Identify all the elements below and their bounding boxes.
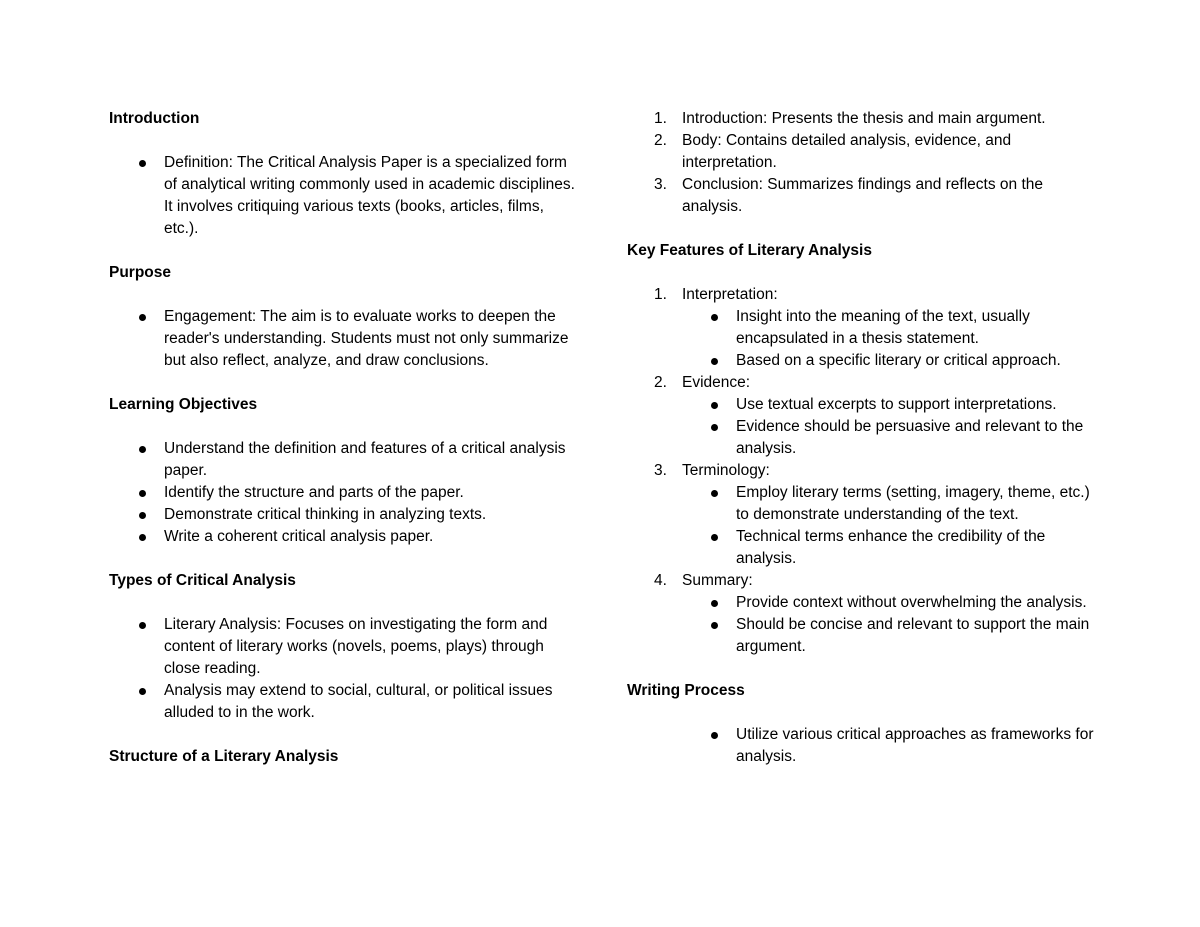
list-item bbox=[627, 108, 1097, 130]
key-features-list bbox=[627, 284, 1097, 658]
list-item: Analysis may extend to social, cultural, or political issues alluded to in the work. bbox=[109, 680, 579, 724]
list-number: 2. bbox=[654, 132, 667, 149]
list-item bbox=[627, 460, 1097, 570]
list-text: Evidence: bbox=[682, 374, 751, 391]
list-item: Literary Analysis: Focuses on investigating the form and content of literary works (novels, poems, plays) through close reading. bbox=[109, 614, 579, 680]
list-text: Summary: bbox=[682, 572, 753, 589]
list-number: 2. bbox=[654, 374, 667, 391]
sub-list-item: Evidence should be persuasive and relevant to the analysis. bbox=[682, 416, 1097, 460]
sub-list bbox=[682, 306, 1097, 372]
list-text: Body: Contains detailed analysis, evidence, and interpretation. bbox=[682, 132, 1012, 171]
introduction-list bbox=[109, 152, 579, 240]
list-item: Demonstrate critical thinking in analyzing texts. bbox=[109, 504, 579, 526]
sub-list-item: Based on a specific literary or critical approach. bbox=[682, 350, 1097, 372]
learning-objectives-list bbox=[109, 438, 579, 548]
list-item bbox=[627, 174, 1097, 218]
sub-list-item: Use textual excerpts to support interpretations. bbox=[682, 394, 1097, 416]
list-item bbox=[627, 130, 1097, 174]
list-item bbox=[627, 570, 1097, 658]
learning-objectives-heading: Learning Objectives bbox=[109, 396, 258, 413]
structure-list bbox=[627, 108, 1097, 218]
list-text: Introduction: Presents the thesis and main argument. bbox=[682, 110, 1046, 127]
types-list bbox=[109, 614, 579, 724]
list-item: Write a coherent critical analysis paper. bbox=[109, 526, 579, 548]
introduction-heading: Introduction bbox=[109, 110, 200, 127]
left-column bbox=[109, 108, 579, 768]
list-item: Utilize various critical approaches as frameworks for analysis. bbox=[627, 724, 1097, 768]
list-text: Conclusion: Summarizes findings and reflects on the analysis. bbox=[682, 176, 1043, 215]
writing-process-heading: Writing Process bbox=[627, 682, 745, 699]
purpose-heading: Purpose bbox=[109, 264, 172, 281]
list-item bbox=[627, 284, 1097, 372]
sub-list-item: Employ literary terms (setting, imagery, theme, etc.) to demonstrate understanding of the text. bbox=[682, 482, 1097, 526]
list-text: Interpretation: bbox=[682, 286, 778, 303]
sub-list bbox=[682, 482, 1097, 570]
sub-list-item: Provide context without overwhelming the analysis. bbox=[682, 592, 1097, 614]
list-text: Terminology: bbox=[682, 462, 770, 479]
writing-process-list bbox=[627, 724, 1097, 768]
sub-list bbox=[682, 394, 1097, 460]
list-item bbox=[627, 372, 1097, 460]
list-number: 3. bbox=[654, 176, 667, 193]
list-number: 1. bbox=[654, 286, 667, 303]
key-features-heading: Key Features of Literary Analysis bbox=[627, 242, 872, 259]
list-number: 1. bbox=[654, 110, 667, 127]
sub-list bbox=[682, 592, 1097, 658]
list-item: Engagement: The aim is to evaluate works to deepen the reader's understanding. Students must not only summarize but also reflect, analyze, and draw conclusions. bbox=[109, 306, 579, 372]
list-number: 4. bbox=[654, 572, 667, 589]
list-item: Definition: The Critical Analysis Paper is a specialized form of analytical writing commonly used in academic disciplines. It involves critiquing various texts (books, articles, films, etc.). bbox=[109, 152, 579, 240]
sub-list-item: Technical terms enhance the credibility of the analysis. bbox=[682, 526, 1097, 570]
sub-list-item: Insight into the meaning of the text, usually encapsulated in a thesis statement. bbox=[682, 306, 1097, 350]
list-item: Understand the definition and features of a critical analysis paper. bbox=[109, 438, 579, 482]
purpose-list bbox=[109, 306, 579, 372]
types-heading: Types of Critical Analysis bbox=[109, 572, 296, 589]
structure-heading: Structure of a Literary Analysis bbox=[109, 748, 339, 765]
right-column bbox=[627, 108, 1097, 768]
sub-list-item: Should be concise and relevant to support the main argument. bbox=[682, 614, 1097, 658]
list-number: 3. bbox=[654, 462, 667, 479]
list-item: Identify the structure and parts of the paper. bbox=[109, 482, 579, 504]
